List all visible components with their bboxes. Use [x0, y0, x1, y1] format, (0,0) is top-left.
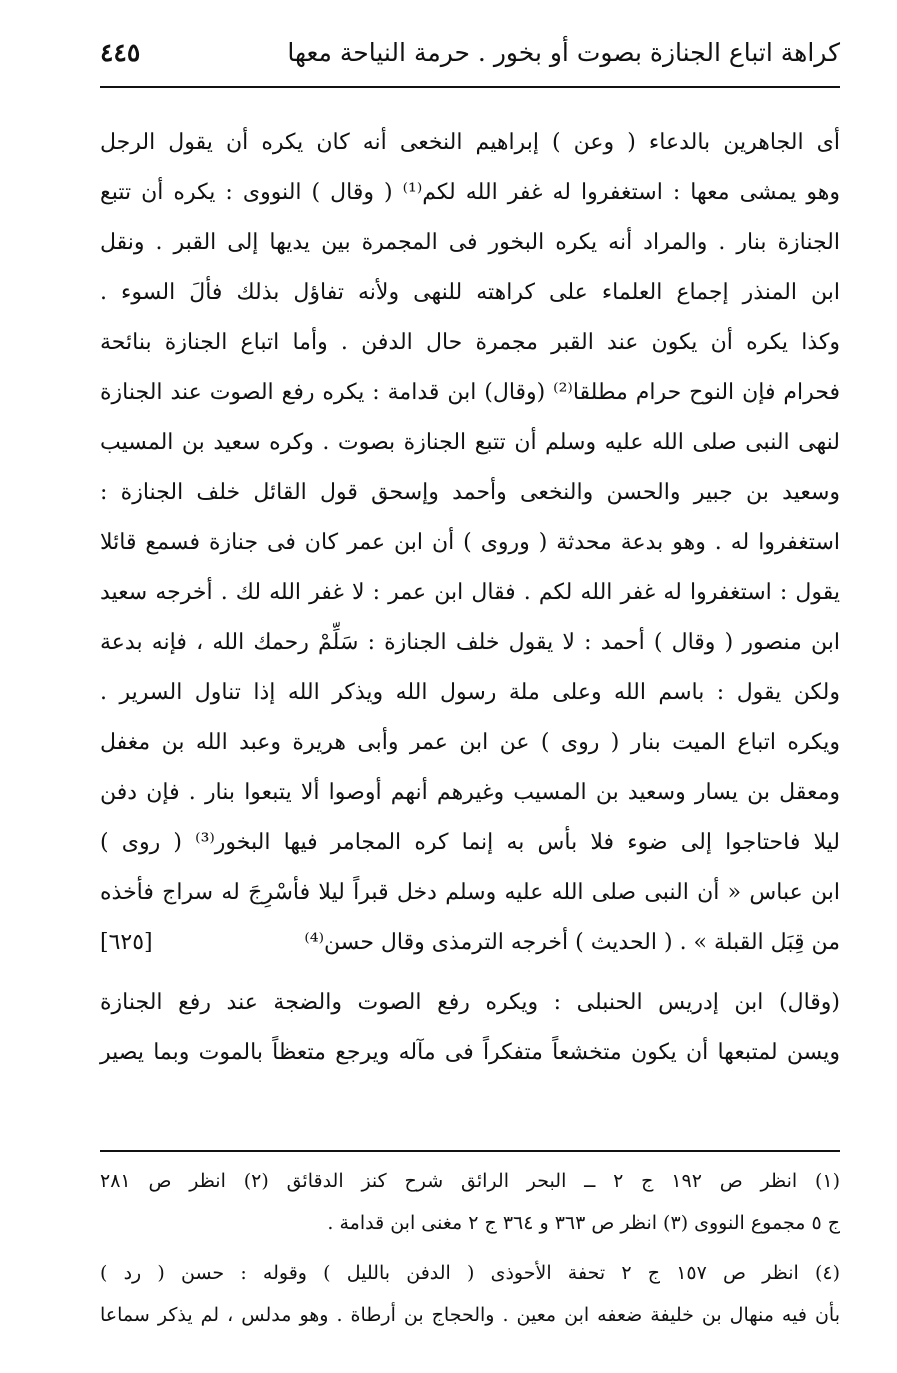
text-line: الجنازة بنار . والمراد أنه يكره البخور فى المجمرة بين يديها إلى القبر . ونقل	[100, 230, 840, 255]
text-line: ابن عباس « أن النبى صلى الله عليه وسلم دخل قبراً ليلا فأسْرِجَ له سراج فأخذه	[100, 880, 840, 905]
header-divider	[100, 86, 840, 88]
text-line: ويسن لمتبعها أن يكون متخشعاً متفكراً فى مآله ويرجع متعظاً بالموت وبما يصير	[100, 1040, 840, 1065]
text-line: لنهى النبى صلى الله عليه وسلم أن تتبع الجنازة بصوت . وكره سعيد بن المسيب	[100, 430, 840, 455]
footnote-line: (٤) انظر ص ١٥٧ ج ٢ تحفة الأحوذى ( الدفن بالليل ) وقوله : حسن ( رد )	[100, 1262, 841, 1284]
text-line: (وقال) ابن إدريس الحنبلى : ويكره رفع الصوت والضجة عند رفع الجنازة	[100, 990, 840, 1015]
footnote-line: ج ٥ مجموع النووى (٣) انظر ص ٣٦٣ و ٣٦٤ ج ٢ مغنى ابن قدامة .	[327, 1212, 840, 1234]
hadith-number: [٦٢٥]	[100, 930, 153, 955]
page-number: ٤٤٥	[100, 38, 141, 67]
footnote-line: بأن فيه منهال بن خليفة ضعفه ابن معين . والحجاج بن أرطاة . وهو مدلس ، لم يذكر سماعا	[100, 1304, 840, 1326]
text-line: أى الجاهرين بالدعاء ( وعن ) إبراهيم النخعى أنه كان يكره أن يقول الرجل	[100, 130, 840, 155]
text-line: ليلا فاحتاجوا إلى ضوء فلا بأس به إنما كره المجامر فيها البخور⁽³⁾ ( روى )	[100, 830, 840, 855]
footnotes	[100, 1160, 840, 1336]
text-line: استغفروا له . وهو بدعة محدثة ( وروى ) أن ابن عمر كان فى جنازة فسمع قائلا	[100, 530, 840, 555]
paragraph-ending: من قِبَل القبلة » . ( الحديث ) أخرجه الترمذى وقال حسن⁽⁴⁾	[304, 930, 840, 955]
text-line: يقول : استغفروا له غفر الله لكم . فقال ابن عمر : لا غفر الله لك . أخرجه سعيد	[100, 580, 840, 605]
text-line: وهو يمشى معها : استغفروا له غفر الله لكم⁽¹⁾ ( وقال ) النووى : يكره أن تتبع	[100, 180, 841, 205]
footnote-divider	[100, 1150, 840, 1152]
main-text	[100, 118, 840, 1078]
text-line-last	[100, 918, 840, 968]
footnote-line: (١) انظر ص ١٩٢ ج ٢ ــ البحر الرائق شرح كنز الدقائق (٢) انظر ص ٢٨١	[100, 1170, 841, 1192]
text-line: وسعيد بن جبير والحسن والنخعى وأحمد وإسحق قول القائل خلف الجنازة :	[100, 480, 840, 505]
text-line: ومعقل بن يسار وسعيد بن المسيب وغيرهم أنهم أوصوا ألا يتبعوا بنار . فإن دفن	[100, 780, 840, 805]
text-line: ولكن يقول : باسم الله وعلى ملة رسول الله ويذكر الله إذا تناول السرير .	[100, 680, 840, 705]
text-line: فحرام فإن النوح حرام مطلقا⁽²⁾ (وقال) ابن قدامة : يكره رفع الصوت عند الجنازة	[100, 380, 840, 405]
page-header	[100, 30, 840, 86]
paragraph-gap	[100, 968, 840, 978]
text-line: وكذا يكره أن يكون عند القبر مجمرة حال الدفن . وأما اتباع الجنازة بنائحة	[100, 330, 840, 355]
text-line: ابن المنذر إجماع العلماء على كراهته للنهى ولأنه تفاؤل بذلك فألَ السوء .	[100, 280, 840, 305]
footnote-gap	[100, 1244, 840, 1252]
text-line: ويكره اتباع الميت بنار ( روى ) عن ابن عمر وأبى هريرة وعبد الله بن مغفل	[100, 730, 840, 755]
text-line: ابن منصور ( وقال ) أحمد : لا يقول خلف الجنازة : سَلِّمْ رحمك الله ، فإنه بدعة	[100, 630, 840, 655]
running-title: كراهة اتباع الجنازة بصوت أو بخور . حرمة النياحة معها	[287, 38, 840, 67]
